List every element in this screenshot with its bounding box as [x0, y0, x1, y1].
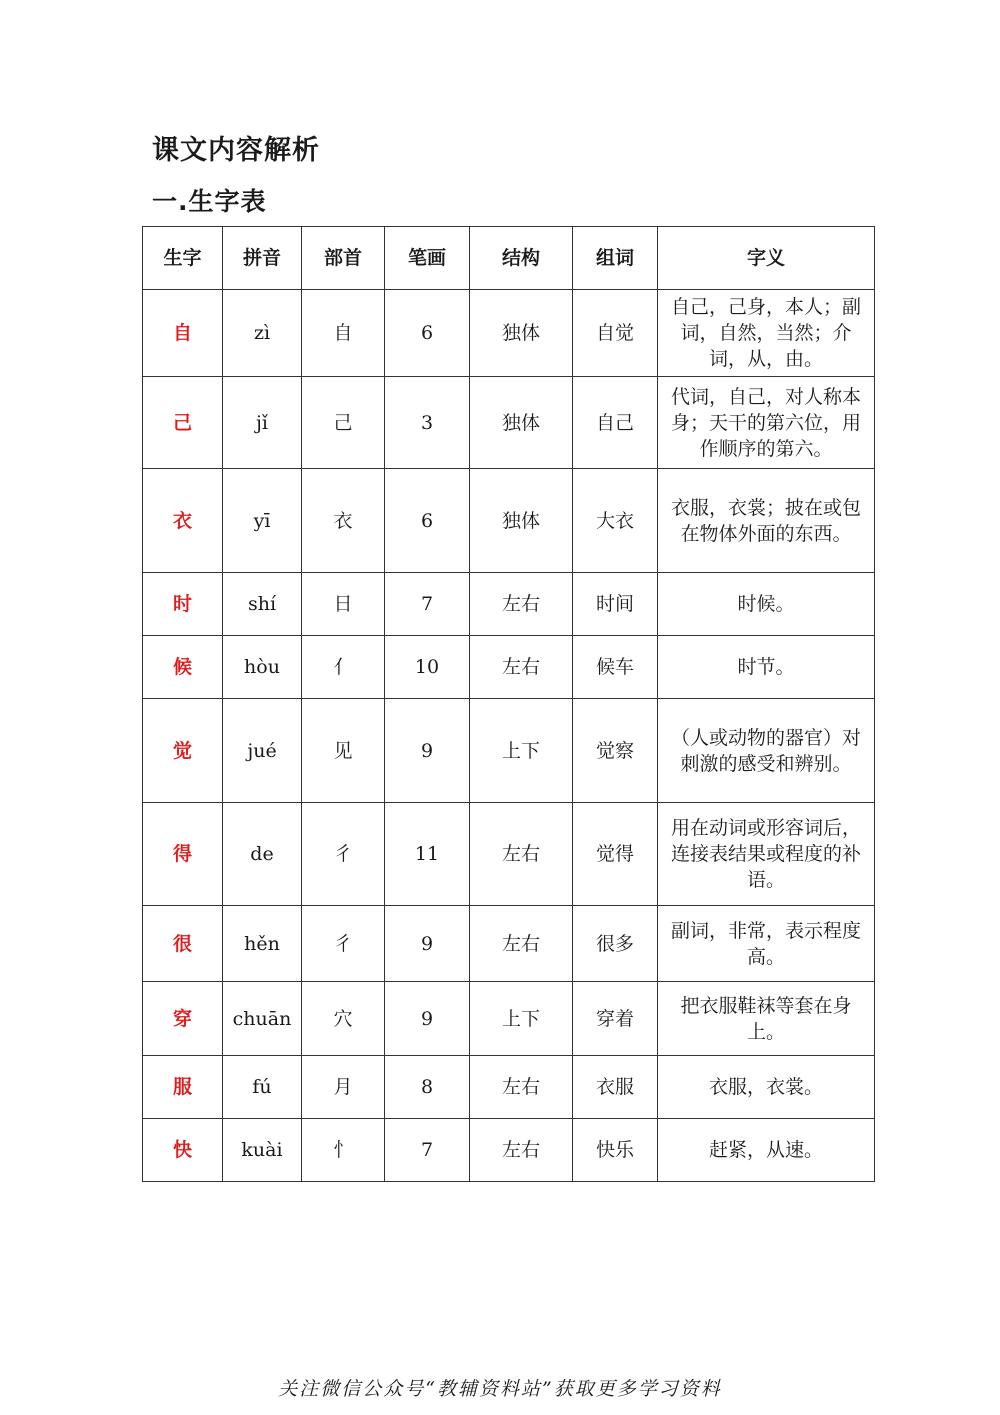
- cell-pinyin: jǐ: [223, 377, 302, 469]
- cell-structure: 独体: [470, 290, 573, 377]
- cell-structure: 独体: [470, 469, 573, 573]
- cell-character: 衣: [143, 469, 223, 573]
- character-table: [142, 226, 875, 1182]
- page-title: 课文内容解析: [152, 135, 320, 166]
- cell-strokes: 9: [385, 699, 470, 803]
- cell-structure: 左右: [470, 803, 573, 906]
- cell-word: 觉察: [573, 699, 658, 803]
- cell-structure: 独体: [470, 377, 573, 469]
- cell-character: 很: [143, 906, 223, 982]
- cell-character: 穿: [143, 982, 223, 1056]
- table-row: [143, 699, 875, 803]
- cell-word: 自觉: [573, 290, 658, 377]
- cell-word: 穿着: [573, 982, 658, 1056]
- cell-word: 时间: [573, 573, 658, 636]
- cell-pinyin: jué: [223, 699, 302, 803]
- cell-character: 服: [143, 1056, 223, 1119]
- cell-character: 快: [143, 1119, 223, 1182]
- table-row: [143, 290, 875, 377]
- table-row: [143, 906, 875, 982]
- cell-radical: 月: [302, 1056, 385, 1119]
- header-pinyin: 拼音: [223, 227, 302, 290]
- cell-word: 候车: [573, 636, 658, 699]
- cell-pinyin: kuài: [223, 1119, 302, 1182]
- table-row: [143, 1119, 875, 1182]
- cell-word: 衣服: [573, 1056, 658, 1119]
- cell-strokes: 9: [385, 982, 470, 1056]
- header-structure: 结构: [470, 227, 573, 290]
- cell-radical: 穴: [302, 982, 385, 1056]
- cell-meaning: 赶紧，从速。: [658, 1119, 875, 1182]
- cell-character: 得: [143, 803, 223, 906]
- cell-meaning: 时候。: [658, 573, 875, 636]
- cell-radical: 衣: [302, 469, 385, 573]
- cell-strokes: 7: [385, 573, 470, 636]
- cell-character: 候: [143, 636, 223, 699]
- cell-radical: 见: [302, 699, 385, 803]
- table-row: [143, 1056, 875, 1119]
- cell-structure: 左右: [470, 636, 573, 699]
- header-strokes: 笔画: [385, 227, 470, 290]
- cell-radical: 彳: [302, 906, 385, 982]
- header-radical: 部首: [302, 227, 385, 290]
- section-heading: 一.生字表: [152, 187, 267, 216]
- cell-meaning: 衣服，衣裳。: [658, 1056, 875, 1119]
- cell-word: 快乐: [573, 1119, 658, 1182]
- cell-word: 自己: [573, 377, 658, 469]
- cell-strokes: 10: [385, 636, 470, 699]
- cell-strokes: 8: [385, 1056, 470, 1119]
- cell-word: 觉得: [573, 803, 658, 906]
- cell-pinyin: de: [223, 803, 302, 906]
- cell-meaning: （人或动物的器官）对刺激的感受和辨别。: [658, 699, 875, 803]
- cell-radical: 自: [302, 290, 385, 377]
- cell-pinyin: chuān: [223, 982, 302, 1056]
- cell-character: 觉: [143, 699, 223, 803]
- header-meaning: 字义: [658, 227, 875, 290]
- cell-radical: 亻: [302, 636, 385, 699]
- cell-structure: 左右: [470, 573, 573, 636]
- cell-structure: 左右: [470, 1119, 573, 1182]
- table-row: [143, 636, 875, 699]
- cell-meaning: 代词，自己，对人称本身；天干的第六位，用作顺序的第六。: [658, 377, 875, 469]
- cell-pinyin: zì: [223, 290, 302, 377]
- cell-pinyin: shí: [223, 573, 302, 636]
- cell-character: 自: [143, 290, 223, 377]
- cell-pinyin: hòu: [223, 636, 302, 699]
- cell-pinyin: yī: [223, 469, 302, 573]
- header-word: 组词: [573, 227, 658, 290]
- cell-strokes: 11: [385, 803, 470, 906]
- cell-meaning: 时节。: [658, 636, 875, 699]
- cell-structure: 上下: [470, 699, 573, 803]
- footer-note: 关注微信公众号“教辅资料站”获取更多学习资料: [278, 1378, 722, 1400]
- cell-meaning: 把衣服鞋袜等套在身上。: [658, 982, 875, 1056]
- cell-strokes: 3: [385, 377, 470, 469]
- table-row: [143, 573, 875, 636]
- cell-character: 时: [143, 573, 223, 636]
- cell-strokes: 7: [385, 1119, 470, 1182]
- table-row: [143, 982, 875, 1056]
- cell-word: 很多: [573, 906, 658, 982]
- cell-character: 己: [143, 377, 223, 469]
- cell-strokes: 6: [385, 290, 470, 377]
- cell-radical: 日: [302, 573, 385, 636]
- cell-pinyin: hěn: [223, 906, 302, 982]
- cell-meaning: 用在动词或形容词后，连接表结果或程度的补语。: [658, 803, 875, 906]
- table-row: [143, 469, 875, 573]
- cell-word: 大衣: [573, 469, 658, 573]
- cell-strokes: 6: [385, 469, 470, 573]
- cell-radical: 己: [302, 377, 385, 469]
- table-row: [143, 377, 875, 469]
- cell-structure: 上下: [470, 982, 573, 1056]
- cell-meaning: 自己，己身，本人；副词，自然，当然；介词，从，由。: [658, 290, 875, 377]
- cell-radical: 彳: [302, 803, 385, 906]
- cell-strokes: 9: [385, 906, 470, 982]
- cell-radical: 忄: [302, 1119, 385, 1182]
- cell-structure: 左右: [470, 1056, 573, 1119]
- cell-structure: 左右: [470, 906, 573, 982]
- cell-pinyin: fú: [223, 1056, 302, 1119]
- header-character: 生字: [143, 227, 223, 290]
- cell-meaning: 衣服，衣裳；披在或包在物体外面的东西。: [658, 469, 875, 573]
- table-header-row: [143, 227, 875, 290]
- table-row: [143, 803, 875, 906]
- cell-meaning: 副词，非常，表示程度高。: [658, 906, 875, 982]
